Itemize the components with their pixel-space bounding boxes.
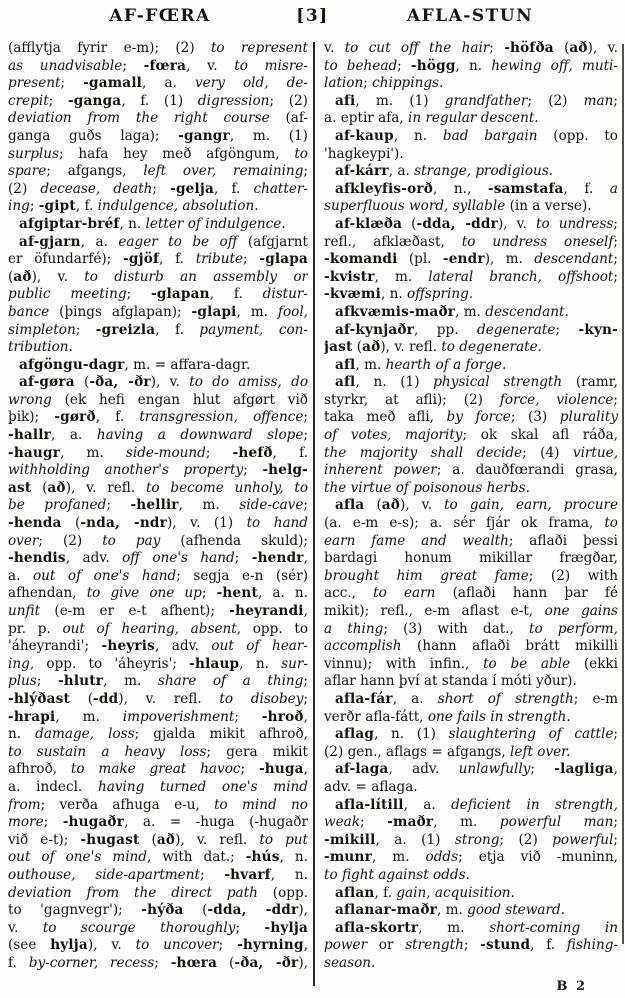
dictionary-line: 'áheyrandi'; -heyris, adv. out of hear- (8, 638, 308, 655)
dictionary-line: -hlýðast (-dd), v. refl. to disobey; (8, 690, 308, 707)
dictionary-line: (að), v. to disturb an assembly or (8, 268, 308, 285)
dictionary-line: adv. = aflaga. (324, 778, 418, 795)
dictionary-line: afi, m. (1) grandfather; (2) man; (335, 92, 618, 109)
dictionary-line: afla-lítill, a. deficient in strength, (335, 796, 618, 813)
dictionary-line: pr. p. out of hearing, absent, opp. to (8, 620, 308, 637)
dictionary-line: n. damage, loss; gjalda mikit afhroð, (8, 726, 308, 743)
dictionary-line: afhendan, to give one up; -hent, a. n. (8, 585, 308, 602)
dictionary-line: af-kárr, a. strange, prodigious. (335, 163, 554, 180)
dictionary-line: styrkr, at afli); (2) force, violence; (324, 391, 618, 408)
dictionary-line: (afflytja fyrir e-m); (2) to represent (8, 40, 308, 56)
dictionary-line: afla-fár, a. short of strength; e-m (335, 690, 618, 707)
dictionary-line: af-gjarn, a. eager to be off (afgjarnt (19, 233, 308, 250)
dictionary-line: afhroð, to make great havoc; -huga, (8, 761, 308, 778)
dictionary-line: unfit (e-m er e-t afhent); -heyrandi, (8, 603, 308, 619)
dictionary-line: surplus; hafa hey með afgöngum, to (8, 145, 308, 162)
dictionary-line: brought him great fame; (2) with (324, 567, 618, 584)
dictionary-line: afla-skortr, m. short-coming in (335, 919, 618, 936)
dictionary-line: -mikill, a. (1) strong; (2) powerful; (324, 831, 618, 848)
dictionary-line: of votes, majority; ok skal afl ráða, (324, 427, 618, 444)
dictionary-line: aflag, n. (1) slaughtering of cattle; (335, 726, 618, 743)
dictionary-line: present; -gamall, a. very old, de- (8, 75, 308, 92)
dictionary-line: aflanar-maðr, m. good steward. (335, 902, 565, 919)
dictionary-column-right (324, 40, 618, 972)
dictionary-line: inherent power; a. dauðfœrandi grasa, (324, 462, 618, 479)
dictionary-line: plus; -hlutr, m. share of a thing; (8, 673, 308, 690)
dictionary-line: -hrapi, m. impoverishment; -hroð, (8, 708, 308, 725)
dictionary-line: acc., to earn (aflaði hann þar fé (324, 585, 618, 602)
dictionary-line: bance (þings afglapan); -glapi, m. fool, (8, 303, 308, 320)
dictionary-line: -munr, m. odds; etja við -muninn, (324, 849, 618, 866)
dictionary-line: refl., afklæðast, to undress oneself; (324, 233, 618, 250)
dictionary-line: to behead; -högg, n. hewing off, muti- (324, 57, 618, 74)
dictionary-line: to fight against odds. (324, 866, 470, 883)
dictionary-line: lation; chippings. (324, 75, 444, 92)
dictionary-line: -kvistr, m. lateral branch, offshoot; (324, 268, 618, 285)
dictionary-line: the majority shall decide; (4) virtue, (324, 444, 618, 461)
dictionary-line: to 'gagnvegr'); -hýða (-dda, -ddr), (8, 902, 308, 919)
dictionary-line: jast (að), v. refl. to degenerate. (324, 339, 542, 356)
dictionary-line: f. by-corner, recess; -hœra (-ða, -ðr), (8, 954, 308, 971)
dictionary-line: -haugr, m. side-mound; -hefð, f. (8, 444, 308, 461)
dictionary-line: 'hagkeypi'). (324, 145, 404, 162)
dictionary-line: outhouse, side-apartment; -hvarf, n. (8, 866, 308, 883)
dictionary-line: afgöngu-dagr, m. = affara-dagr. (19, 356, 251, 373)
dictionary-line: afl, n. (1) physical strength (ramr, (335, 374, 618, 391)
dictionary-line: season. (324, 954, 376, 971)
dictionary-line: from; verða afhuga e-u, to mind no (8, 796, 308, 813)
dictionary-line: -hendis, adv. off one's hand; -hendr, (8, 550, 308, 567)
dictionary-line: aflan, f. gain, acquisition. (335, 884, 515, 901)
page-number: [3] (296, 6, 329, 26)
dictionary-line: aflar hann því at standa í móti yður). (324, 673, 577, 690)
dictionary-line: deviation from the right course (af- (8, 110, 308, 127)
dictionary-line: be profaned; -hellir, m. side-cave; (8, 497, 308, 514)
dictionary-line: v. to scourge thoroughly; -hylja (8, 919, 308, 936)
dictionary-line: public meeting; -glapan, f. distur- (8, 286, 308, 303)
dictionary-line: out of one's mind, with dat.; -hús, n. (8, 849, 308, 866)
dictionary-line: superfluous word, syllable (in a verse). (324, 198, 592, 215)
dictionary-line: as unadvisable; -fœra, v. to misre- (8, 57, 308, 74)
dictionary-line: -hallr, a. having a downward slope; (8, 427, 308, 444)
dictionary-line: afkleyfis-orð, n., -samstafa, f. a (335, 180, 618, 197)
dictionary-line: af-kynjaðr, pp. degenerate; -kyn- (335, 321, 618, 338)
dictionary-line: power or strength; -stund, f. fishing- (324, 937, 618, 954)
dictionary-line: af-gøra (-ða, -ðr), v. to do amiss, do (19, 374, 308, 391)
dictionary-line: spare; afgangs, left over, remaining; (8, 163, 308, 180)
dictionary-line: a thing; (3) with dat., to perform, (324, 620, 618, 637)
dictionary-line: simpleton; -greizla, f. payment, con- (8, 321, 308, 338)
dictionary-line: more; -hugaðr, a. = -huga (-hugaðr (8, 814, 308, 831)
dictionary-line: deviation from the direct path (opp. (8, 884, 308, 901)
column-divider-rule (313, 42, 315, 986)
dictionary-line: af-kaup, n. bad bargain (opp. to (335, 127, 618, 144)
dictionary-line: (a. e-m e-s); a. sér fjár ok frama, to (324, 515, 618, 532)
header-right-headword: AFLA-STUN (406, 6, 534, 26)
dictionary-line: the virtue of poisonous herbs. (324, 479, 530, 496)
dictionary-line: ing; -gipt, f. indulgence, absolution. (8, 198, 259, 215)
dictionary-line: to sustain a heavy loss; gera mikit (8, 743, 308, 760)
dictionary-line: afl, m. hearth of a forge. (335, 356, 507, 373)
dictionary-line: crepit; -ganga, f. (1) digression; (2) (8, 92, 308, 109)
running-header (0, 6, 625, 36)
dictionary-line: tribution. (8, 339, 73, 356)
dictionary-line: afkvæmis-maðr, m. descendant. (335, 303, 569, 320)
dictionary-line: ing, opp. to 'áheyris'; -hlaup, n. sur- (8, 655, 308, 672)
dictionary-line: accomplish (hann aflaði brátt mikilli (324, 638, 618, 655)
dictionary-line: er öfundarfé); -gjöf, f. tribute; -glapa (8, 251, 308, 268)
dictionary-line: af-laga, adv. unlawfully; -lagliga, (335, 761, 618, 778)
dictionary-line: mikit); refl., e-m aflast e-t, one gains (324, 603, 618, 619)
dictionary-line: verðr afla-fátt, one fails in strength. (324, 708, 571, 725)
dictionary-line: ganga guðs laga); -gangr, m. (1) (8, 127, 308, 144)
dictionary-line: taka með afli, by force; (3) plurality (324, 409, 618, 426)
dictionary-column-left (8, 40, 308, 972)
dictionary-line: (2) decease, death; -gelja, f. chatter- (8, 180, 308, 197)
dictionary-line: afla (að), v. to gain, earn, procure (335, 497, 618, 514)
dictionary-line: -henda (-nda, -ndr), v. (1) to hand (8, 515, 308, 532)
dictionary-line: af-klæða (-dda, -ddr), v. to undress; (335, 215, 618, 232)
dictionary-line: v. to cut off the hair; -höfða (að), v. (324, 40, 618, 56)
dictionary-line: weak; -maðr, m. powerful man; (324, 814, 618, 831)
dictionary-line: a. indecl. having turned one's mind (8, 778, 308, 795)
dictionary-line: -komandi (pl. -endr), m. descendant; (324, 251, 618, 268)
header-left-headword: AF-FŒRA (109, 6, 211, 26)
dictionary-line: (see hylja), v. to uncover; -hyrning, (8, 937, 308, 954)
scan-edge-line (622, 44, 624, 944)
dictionary-line: þik); -gørð, f. transgression, offence; (8, 409, 308, 426)
dictionary-line: withholding another's property; -helg- (8, 462, 308, 479)
dictionary-line: a. eptir afa, in regular descent. (324, 110, 539, 127)
dictionary-line: a. out of one's hand; segja e-n (sér) (8, 567, 308, 584)
dictionary-line: -kvæmi, n. offspring. (324, 286, 474, 303)
dictionary-line: (2) gen., aflags = afgangs, left over. (324, 743, 571, 760)
dictionary-line: bardagi honum mikillar frægðar, (324, 550, 618, 567)
dictionary-line: við e-t); -hugast (að), v. refl. to put (8, 831, 308, 848)
dictionary-line: over; (2) to pay (afhenda skuld); (8, 532, 308, 549)
printer-signature-mark: B 2 (556, 979, 587, 994)
dictionary-line: afgiptar-bréf, n. letter of indulgence. (19, 215, 286, 232)
dictionary-line: earn fame and wealth; aflaði þessi (324, 532, 618, 549)
dictionary-line: ast (að), v. refl. to become unholy, to (8, 479, 308, 496)
dictionary-line: wrong (ek hefi engan hlut afgørt við (8, 391, 308, 408)
dictionary-line: vinnu); with infin., to be able (ekki (324, 655, 618, 672)
